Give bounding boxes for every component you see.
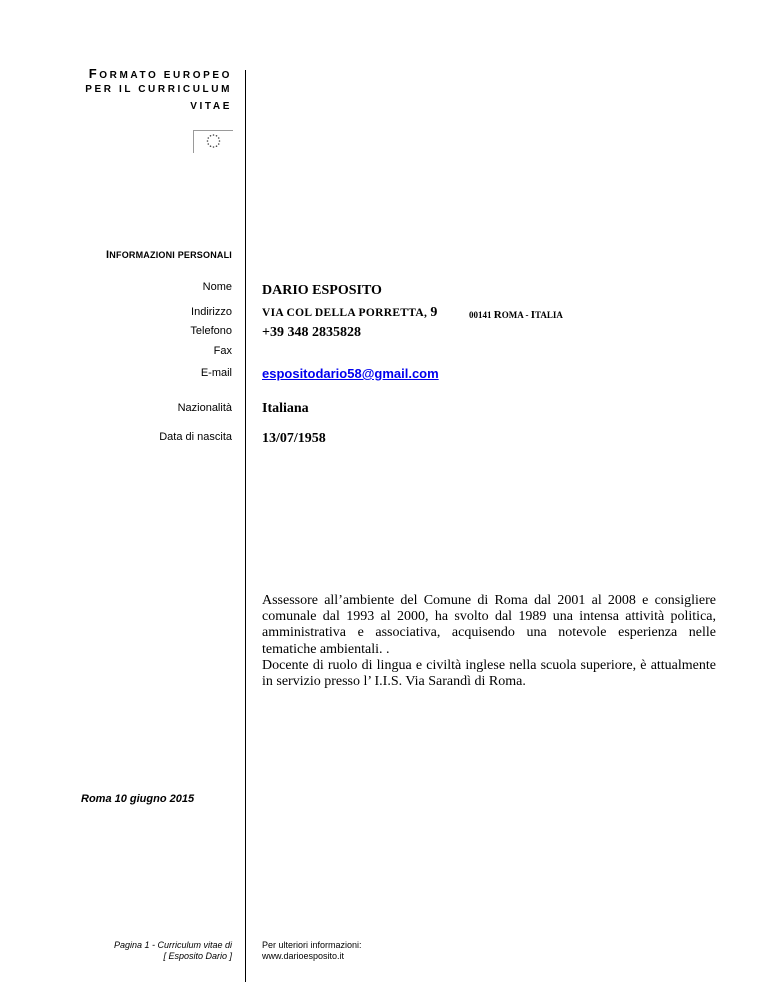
column-divider xyxy=(245,70,246,982)
footer-website-link[interactable]: www.darioesposito.it xyxy=(262,951,345,961)
signoff-date: Roma 10 giugno 2015 xyxy=(81,793,195,805)
address-street: VIA COL DELLA PORRETTA, 9 xyxy=(262,305,438,320)
profile-text xyxy=(262,593,716,690)
eu-flag-icon xyxy=(193,130,233,153)
footer-page-line-2: [ Esposito Dario ] xyxy=(163,951,232,961)
email-label: E-mail xyxy=(200,367,232,379)
email-link[interactable]: espositodario58@gmail.com xyxy=(262,366,439,381)
birthdate-label: Data di nascita xyxy=(159,431,232,443)
footer-page-line-1: Pagina 1 - Curriculum vitae di xyxy=(113,940,232,950)
footer-page-info xyxy=(114,940,232,962)
birthdate-value: 13/07/1958 xyxy=(262,431,326,446)
footer-more-info xyxy=(262,940,362,962)
nationality-value: Italiana xyxy=(262,401,309,416)
address-label: Indirizzo xyxy=(191,306,232,318)
profile-paragraph-2: Docente di ruolo di lingua e civiltà inglese nella scuola superiore, è attualmente in servizio presso l’ I.I.S. Via Sarandì di Roma. xyxy=(262,657,716,690)
phone-value: +39 348 2835828 xyxy=(262,325,361,340)
name-value: DARIO ESPOSITO xyxy=(262,283,382,298)
cv-title-line-3: VITAE xyxy=(190,101,232,112)
cv-title-line-1: FORMATO EUROPEO xyxy=(88,66,232,81)
footer-more-info-label: Per ulteriori informazioni: xyxy=(262,940,362,950)
profile-paragraph-1: Assessore all’ambiente del Comune di Roma dal 2001 al 2008 e consigliere comunale dal 1993 al 2000, ha svolto dal 1989 una intensa attività politica, amministrativa e associativa, acquisendo una notevole esperienza nelle tematiche ambientali. . xyxy=(262,593,716,657)
fax-label: Fax xyxy=(213,345,232,357)
nationality-label: Nazionalità xyxy=(177,402,232,414)
cv-title-line-2: PER IL CURRICULUM xyxy=(85,84,232,95)
name-label: Nome xyxy=(202,281,232,293)
section-heading-personal-info: INFORMAZIONI PERSONALI xyxy=(106,249,232,261)
phone-label: Telefono xyxy=(190,325,232,337)
address-city: 00141 ROMA - ITALIA xyxy=(469,309,563,321)
